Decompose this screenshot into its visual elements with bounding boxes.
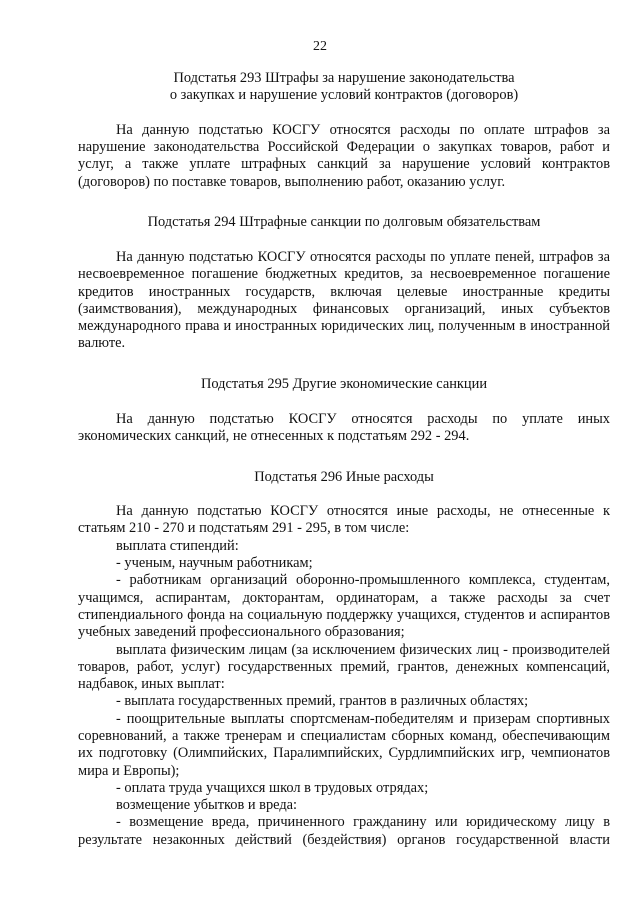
list-item: выплата стипендий: [116,537,239,554]
page-content [78,64,610,849]
list-item: - ученым, научным работникам; [116,555,313,572]
page-number: 22 [313,39,327,54]
section-295-body: На данную подстатью КОСГУ относятся расходы по уплате иных экономических санкций, не отнесенных к подстатьям 292 - 294. [78,410,610,444]
list-item: - возмещение вреда, причиненного гражданину или юридическому лицу в результате незаконных действий (бездействия) органов государственной власти [78,814,610,848]
list-item: - выплата государственных премий, грантов в различных областях; [116,693,529,710]
section-293-body: На данную подстатью КОСГУ относятся расходы по оплате штрафов за нарушение законодательства Российской Федерации о закупках товаров, работ и услуг, а также уплате штрафных санкций за нарушение условий контрактов (договоров) по поставке товаров, выполнению работ, оказанию услуг. [78,121,610,190]
section-293-title-line1: Подстатья 293 Штрафы за нарушение законодательства [173,70,515,86]
section-294-title: Подстатья 294 Штрафные санкции по долговым обязательствам [147,214,541,231]
section-293-title [78,70,610,105]
list-item: - оплата труда учащихся школ в трудовых отрядах; [116,779,429,796]
list-item: - поощрительные выплаты спортсменам-победителям и призерам спортивных соревнований, а также тренерам и специалистам сборных команд, обеспечивающим их подготовку (Олимпийских, Паралимпийских, Сурдлимпийских игр, чемпионатов мира и Европы); [78,710,610,779]
section-296-intro: На данную подстатью КОСГУ относятся иные расходы, не отнесенные к статьям 210 - 270 и подстатьям 291 - 295, в том числе: [78,503,610,537]
list-item: выплата физическим лицам (за исключением физических лиц - производителей товаров, работ, услуг) государственных премий, грантов, денежных компенсаций, надбавок, иных выплат: [78,641,610,693]
section-294-body: На данную подстатью КОСГУ относятся расходы по уплате пеней, штрафов за несвоевременное погашение бюджетных кредитов, за несвоевременное погашение кредитов иностранных государств, включая целевые иностранные кредиты (заимствования), международных финансовых организаций, иных субъектов международного права и иностранных юридических лиц, полученным в иностранной валюте. [78,248,610,352]
section-293-title-line2: о закупках и нарушение условий контрактов (договоров) [169,87,519,104]
list-item: - работникам организаций оборонно-промышленного комплекса, студентам, учащимся, аспирантам, докторантам, ординаторам, а также расходы за счет стипендиального фонда на социальную поддержку учащихся, студентов и аспирантов учебных заведений профессионального образования; [78,572,610,641]
section-295-title: Подстатья 295 Другие экономические санкции [200,376,488,393]
section-296-title: Подстатья 296 Иные расходы [254,468,434,485]
list-item: возмещение убытков и вреда: [116,797,298,814]
